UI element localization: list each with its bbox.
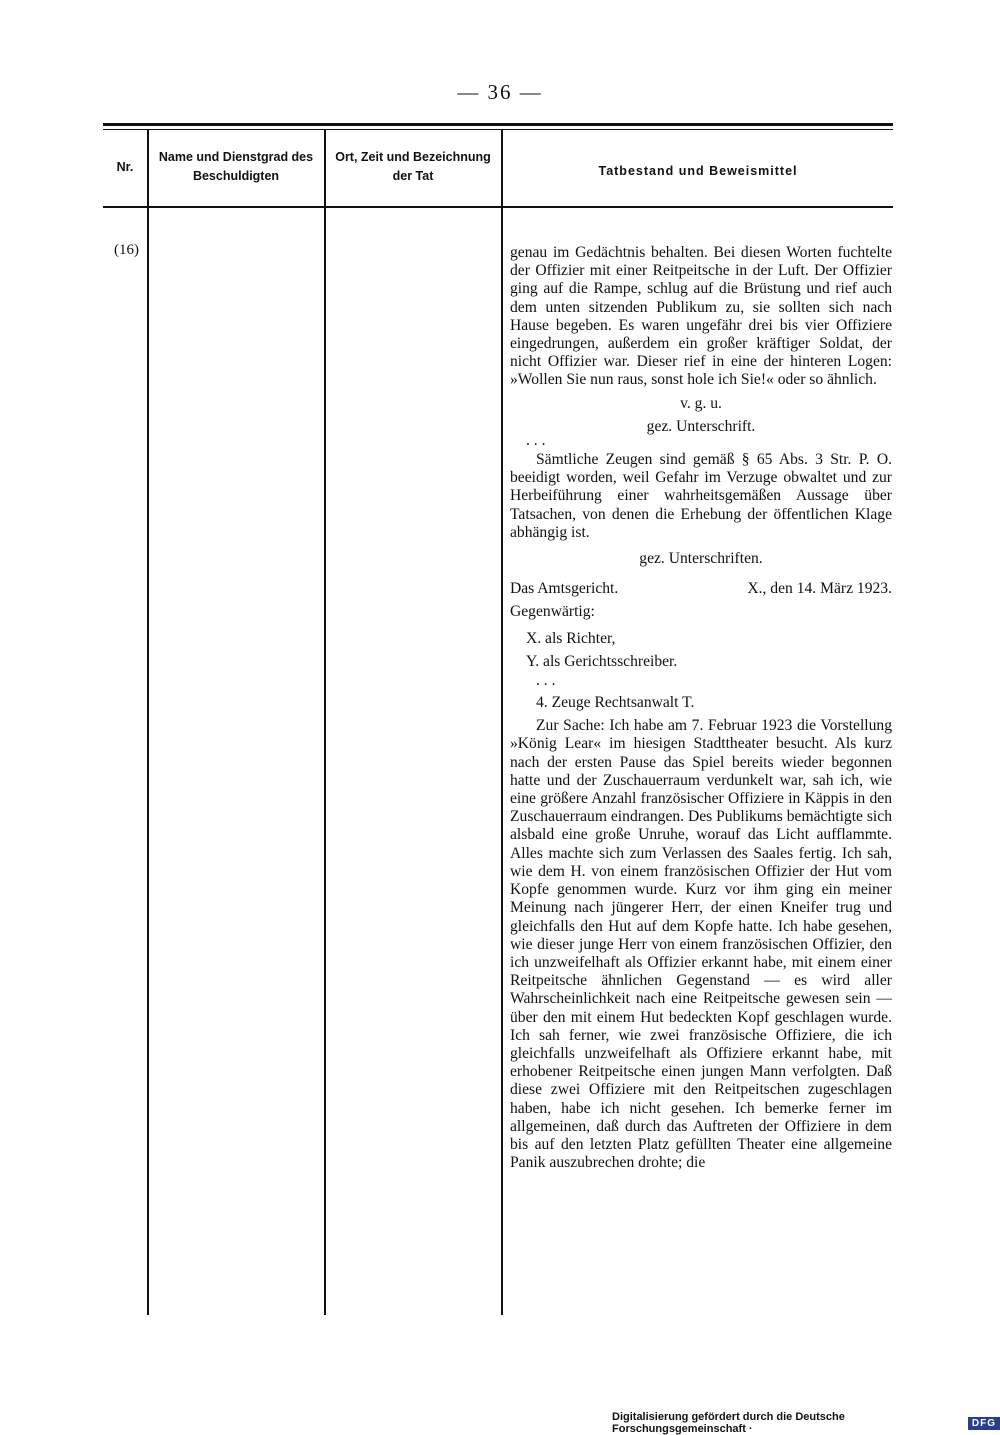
present-label: Gegenwärtig: — [510, 603, 595, 621]
column-divider-3 — [501, 130, 503, 1315]
page-number: — 36 — — [457, 80, 543, 104]
ellipsis: . . . — [536, 672, 556, 690]
column-divider-2 — [324, 130, 326, 1315]
ellipsis: . . . — [526, 432, 546, 450]
vgu-line: v. g. u. — [680, 394, 722, 412]
paragraph-testimony-end: genau im Gedächtnis behalten. Bei diesen Worten fuchtelte der Offizier mit einer Reitpeitsche in der Luft. Der Offizier ging auf die Rampe, schlug auf die Brüstung und rief auch dem unten sitzenden Publikum zu, sie sollten sich nach Hause begeben. Es waren ungefähr drei bis vier Offiziere eingedrungen, außerdem ein großer kräftiger Soldat, der nicht Offizier war. Dieser rief in eine der hinteren Logen: »Wollen Sie nun raus, sonst hole ich Sie!« oder so ähnlich. — [510, 244, 892, 389]
table-top-rule-thin — [103, 129, 893, 130]
court-name: Das Amtsgericht. — [510, 580, 619, 598]
judge-line: X. als Richter, — [526, 629, 616, 647]
paragraph-witness-testimony: Zur Sache: Ich habe am 7. Februar 1923 die Vorstellung »König Lear« im hiesigen Stadttheater besucht. Als kurz nach der ersten Pause das Spiel bereits wieder begonnen hatte und der Zuschauerraum verdunkelt war, sah ich, wie eine größere Anzahl französischer Offiziere in Käppis in den Zuschauerraum eindrangen. Des Publikums bemächtigte sich alsbald eine große Unruhe, worauf das Licht aufflammte. Alles machte sich zum Verlassen des Saales fertig. Ich sah, wie dem H. von einem französischen Offizier der Hut vom Kopfe genommen wurde. Kurz vor ihm ging ein meiner Meinung nach jüngerer Herr, der einen Kneifer trug und gleichfalls den Hut auf dem Kopfe hatte. Ich habe gesehen, wie dieser junge Herr von einem französischen Offizier, den ich unzweifelhaft als Offizier erkannt habe, mit einem einer Reitpeitsche ähnlichen Gegenstand — es wird aller Wahrscheinlichkeit nach eine Reitpeitsche gewesen sein — über den mit einem Hut bedeckten Kopf geschlagen wurde. Ich sah ferner, wie zwei französische Offiziere, die ich gleichfalls unzweifelhaft als Offiziere erkannt habe, mit erhobener Reitpeitsche einen jungen Mann verfolgten. Daß diese zwei Offiziere mit den Reitpeitschen zugeschlagen haben, habe ich nicht gesehen. Ich bemerke ferner im allgemeinen, daß durch das Auftreten der Offiziere in dem bis auf den letzten Platz gefüllten Theater eine allgemeine Panik auszubrechen drohte; die — [510, 717, 892, 1172]
dfg-logo: DFG — [968, 1417, 1000, 1430]
witness-heading: 4. Zeuge Rechtsanwalt T. — [536, 694, 695, 712]
table-top-rule — [103, 123, 893, 126]
footer-credit: Digitalisierung gefördert durch die Deutsche Forschungsgemeinschaft · — [612, 1411, 845, 1435]
table-header-rule — [103, 206, 893, 208]
evidence-text — [510, 244, 892, 1172]
signatures-line: gez. Unterschriften. — [639, 550, 763, 568]
column-divider-1 — [147, 130, 149, 1315]
entry-number: (16) — [114, 242, 139, 258]
signature-line: gez. Unterschrift. — [646, 417, 756, 435]
court-date: X., den 14. März 1923. — [747, 580, 892, 598]
court-header — [510, 580, 892, 598]
header-nr: Nr. — [116, 160, 134, 174]
footer — [612, 1411, 1000, 1435]
header-ort: Ort, Zeit und Bezeichnung der Tat — [335, 150, 491, 183]
header-tatbestand: Tatbestand und Beweismittel — [598, 164, 798, 178]
clerk-line: Y. als Gerichtsschreiber. — [526, 652, 678, 670]
header-name: Name und Dienstgrad des Beschuldigten — [158, 150, 314, 183]
paragraph-oath: Sämtliche Zeugen sind gemäß § 65 Abs. 3 Str. P. O. beeidigt worden, weil Gefahr im Verzuge obwaltet und zur Herbeiführung einer wahrheitsgemäßen Aussage über Tatsachen, von denen die Erhebung der öffentlichen Klage abhängig ist. — [510, 451, 892, 541]
